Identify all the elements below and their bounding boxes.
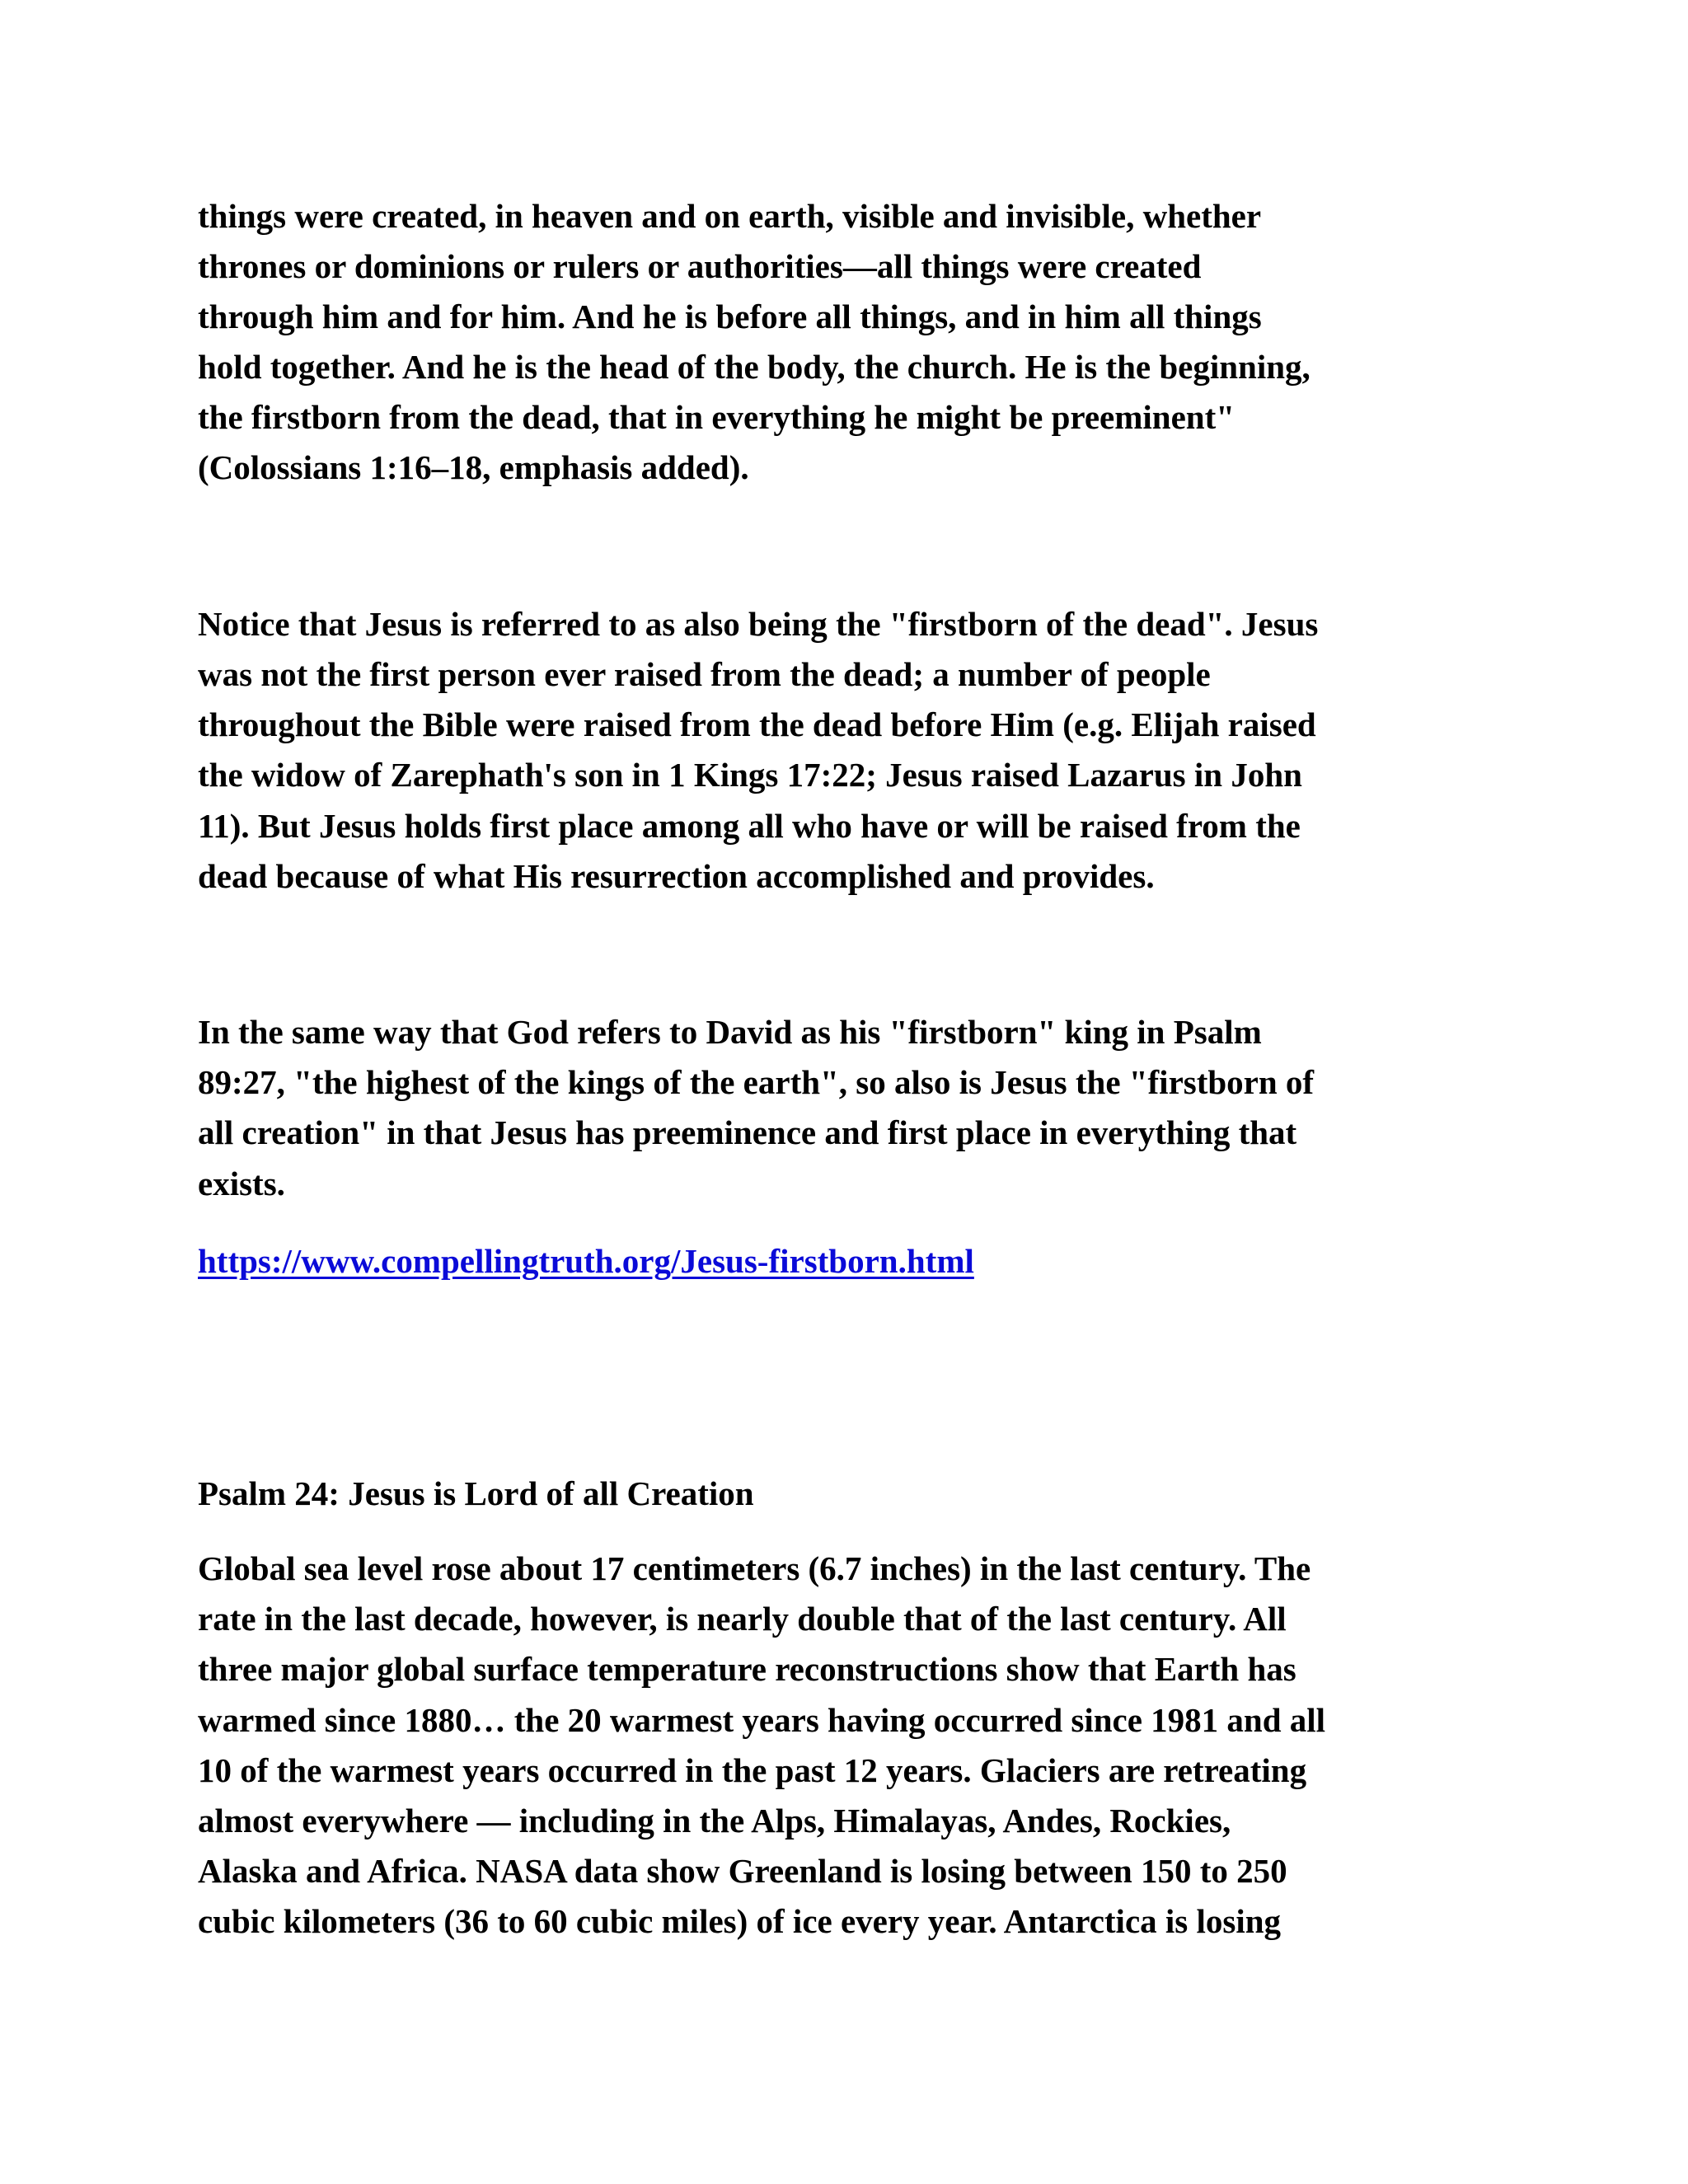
text-line: Alaska and Africa. NASA data show Greenland is losing between 150 to 250 (198, 1852, 1287, 1890)
text-line: things were created, in heaven and on earth, visible and invisible, whether (198, 197, 1262, 235)
text-line: three major global surface temperature reconstructions show that Earth has (198, 1650, 1296, 1688)
text-line: warmed since 1880… the 20 warmest years having occurred since 1981 and all (198, 1701, 1326, 1739)
text-line: thrones or dominions or rulers or authorities—all things were created (198, 247, 1202, 285)
text-line: almost everywhere — including in the Alps, Himalayas, Andes, Rockies, (198, 1802, 1231, 1840)
text-line: Notice that Jesus is referred to as also being the "firstborn of the dead". Jesus (198, 605, 1319, 643)
text-line: 10 of the warmest years occurred in the past 12 years. Glaciers are retreating (198, 1751, 1307, 1789)
text-line: (Colossians 1:16–18, emphasis added). (198, 448, 749, 486)
text-line: through him and for him. And he is before all things, and in him all things (198, 298, 1262, 335)
text-line: rate in the last decade, however, is nearly double that of the last century. All (198, 1600, 1287, 1638)
text-line: 89:27, "the highest of the kings of the earth", so also is Jesus the "firstborn of (198, 1063, 1315, 1101)
text-line: was not the first person ever raised from the dead; a number of people (198, 655, 1211, 693)
text-line: all creation" in that Jesus has preeminence and first place in everything that (198, 1113, 1297, 1151)
text-line: Global sea level rose about 17 centimeters (6.7 inches) in the last century. The (198, 1549, 1311, 1587)
text-line: 11). But Jesus holds first place among all who have or will be raised from the (198, 807, 1301, 845)
text-line: exists. (198, 1165, 285, 1202)
text-line: the firstborn from the dead, that in everything he might be preeminent" (198, 398, 1235, 436)
text-line: hold together. And he is the head of the body, the church. He is the beginning, (198, 348, 1311, 386)
text-line: the widow of Zarephath's son in 1 Kings 17:22; Jesus raised Lazarus in John (198, 756, 1302, 794)
source-link[interactable]: https://www.compellingtruth.org/Jesus-firstborn.html (198, 1242, 974, 1280)
text-line: cubic kilometers (36 to 60 cubic miles) of ice every year. Antarctica is losing (198, 1902, 1282, 1940)
text-line: throughout the Bible were raised from the dead before Him (e.g. Elijah raised (198, 705, 1316, 743)
text-line: In the same way that God refers to David as his "firstborn" king in Psalm (198, 1013, 1262, 1051)
section-heading: Psalm 24: Jesus is Lord of all Creation (198, 1474, 754, 1512)
text-line: dead because of what His resurrection accomplished and provides. (198, 857, 1155, 895)
